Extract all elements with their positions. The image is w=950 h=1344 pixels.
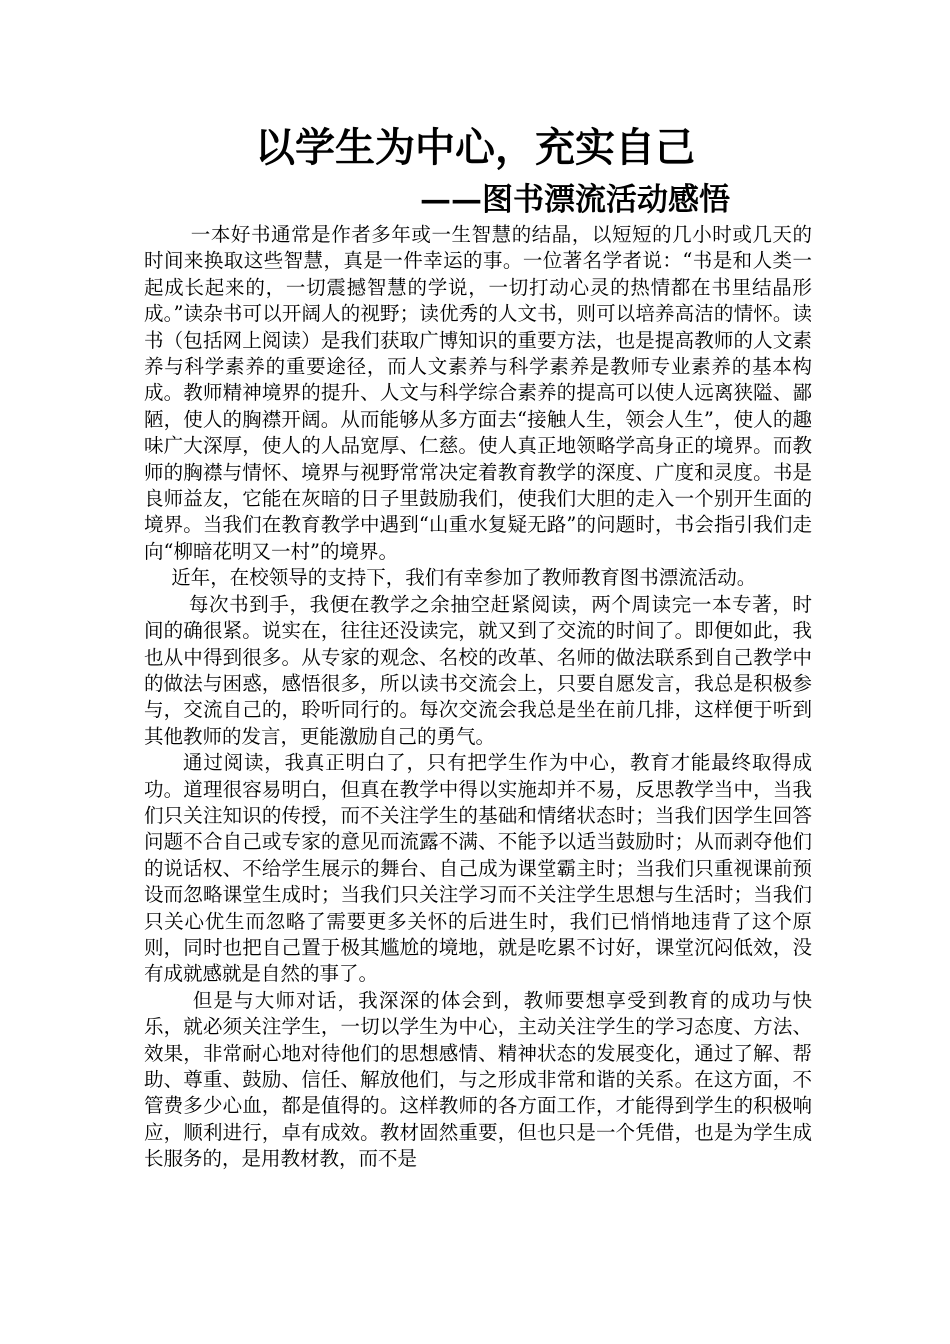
paragraph: 但是与大师对话，我深深的体会到，教师要想享受到教育的成功与快乐，就必须关注学生，一切以学生为中心，主动关注学生的学习态度、方法、效果，非常耐心地对待他们的思想感情、精神状态的发展变化，通过了解、帮助、尊重、鼓励、信任、解放他们，与之形成非常和谐的关系。在这方面，不管费多少心血，都是值得的。这样教师的各方面工作，才能得到学生的积极响应，顺利进行，卓有成效。教材固然重要，但也只是一个凭借，也是为学生成长服务的，是用教材教，而不是 xyxy=(144,988,812,1171)
page-subtitle: ——图书漂流活动感悟 xyxy=(420,182,730,218)
page-title: 以学生为中心，充实自己 xyxy=(255,125,695,171)
paragraph: 近年，在校领导的支持下，我们有幸参加了教师教育图书漂流活动。 xyxy=(171,566,757,590)
document-body xyxy=(144,222,812,1173)
paragraph: 一本好书通常是作者多年或一生智慧的结晶，以短短的几小时或几天的时间来换取这些智慧，真是一件幸运的事。一位著名学者说：“书是和人类一起成长起来的，一切震撼智慧的学说，一切打动心灵的热情都在书里结晶形成。”读杂书可以开阔人的视野；读优秀的人文书，则可以培养高洁的情怀。读书（包括网上阅读）是我们获取广博知识的重要方法，也是提高教师的人文素养与科学素养的重要途径，而人文素养与科学素养是教师专业素养的基本构成。教师精神境界的提升、人文与科学综合素养的提高可以使人远离狭隘、鄙陋，使人的胸襟开阔。从而能够从多方面去“接触人生，领会人生”，使人的趣味广大深厚，使人的人品宽厚、仁慈。使人真正地领略学高身正的境界。而教师的胸襟与情怀、境界与视野常常决定着教育教学的深度、广度和灵度。书是良师益友，它能在灰暗的日子里鼓励我们，使我们大胆的走入一个别开生面的境界。当我们在教育教学中遇到“山重水复疑无路”的问题时，书会指引我们走向“柳暗花明又一村”的境界。 xyxy=(144,223,812,563)
paragraph: 通过阅读，我真正明白了，只有把学生作为中心，教育才能最终取得成功。道理很容易明白，但真在教学中得以实施却并不易，反思教学当中，当我们只关注知识的传授，而不关注学生的基础和情绪状态时；当我们因学生回答问题不合自己或专家的意见而流露不满、不能予以适当鼓励时；从而剥夺他们的说话权、不给学生展示的舞台、自己成为课堂霸主时；当我们只重视课前预设而忽略课堂生成时；当我们只关注学习而不关注学生思想与生活时；当我们只关心优生而忽略了需要更多关怀的后进生时，我们已悄悄地违背了这个原则，同时也把自己置于极其尴尬的境地，就是吃累不讨好，课堂沉闷低效，没有成就感就是自然的事了。 xyxy=(144,751,812,986)
paragraph: 每次书到手，我便在教学之余抽空赶紧阅读，两个周读完一本专著，时间的确很紧。说实在，往往还没读完，就又到了交流的时间了。即便如此，我也从中得到很多。从专家的观念、名校的改革、名师的做法联系到自己教学中的做法与困惑，感悟很多，所以读书交流会上，只要自愿发言，我总是积极参与，交流自己的，聆听同行的。每次交流会我总是坐在前几排，这样便于听到其他教师的发言，更能激励自己的勇气。 xyxy=(144,592,812,748)
